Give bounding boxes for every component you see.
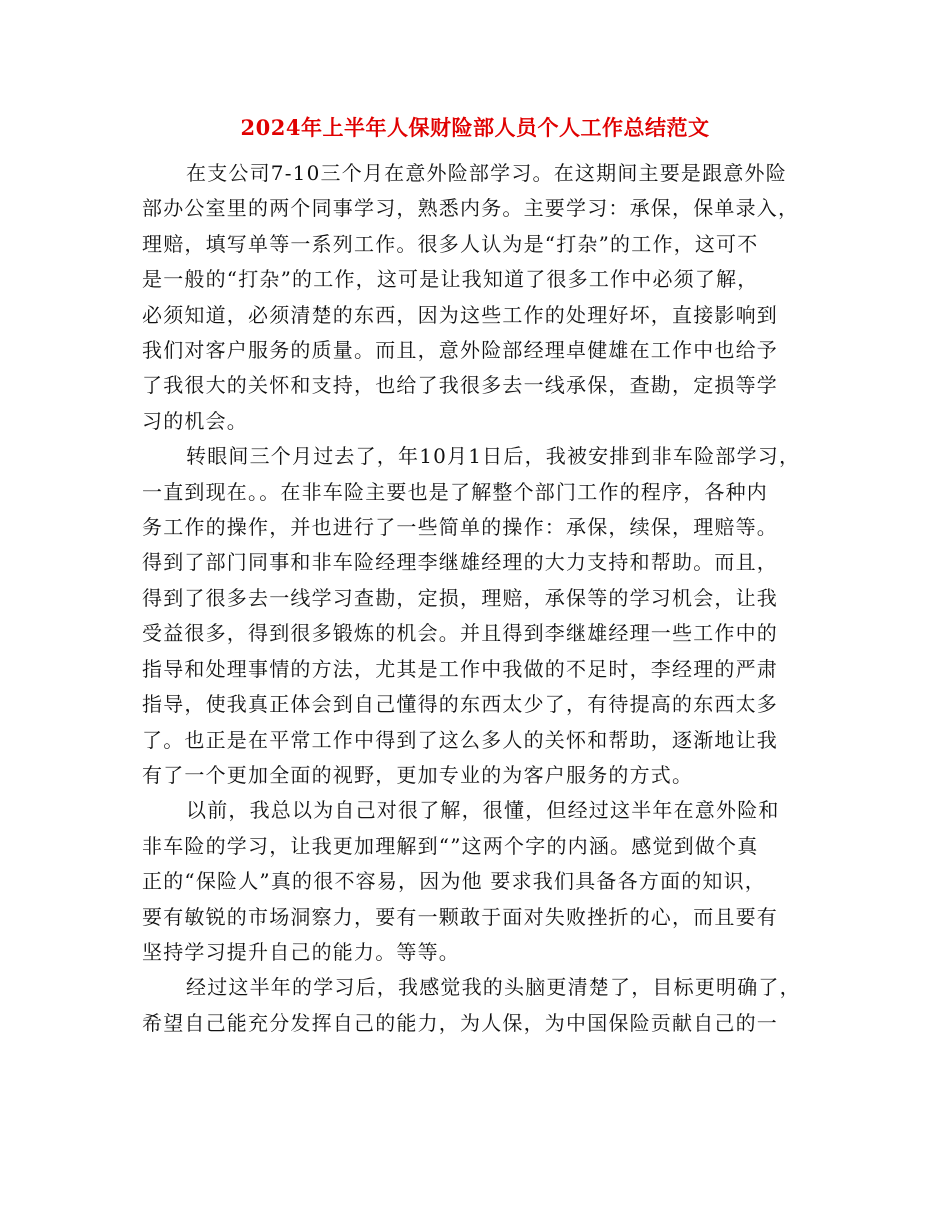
text-line: 有了一个更加全面的视野，更加专业的为客户服务的方式。 — [142, 762, 694, 787]
text-line: 坚持学习提升自己的能力。等等。 — [142, 939, 460, 964]
text-line: 得到了部门同事和非车险经理李继雄经理的大力支持和帮助。而且， — [142, 550, 778, 575]
text-line: 必须知道，必须清楚的东西，因为这些工作的处理好坏，直接影响到 — [142, 302, 778, 327]
paragraph-3 — [142, 793, 817, 970]
text-line: 是一般的“打杂”的工作，这可是让我知道了很多工作中必须了解， — [142, 267, 759, 292]
text-line: 了。也正是在平常工作中得到了这么多人的关怀和帮助，逐渐地让我 — [142, 727, 778, 752]
text-line: 理赔，填写单等一系列工作。很多人认为是“打杂”的工作，这可不 — [142, 231, 759, 256]
text-line: 非车险的学习，让我更加理解到“”这两个字的内涵。感觉到做个真 — [142, 833, 759, 858]
text-line: 一直到现在。。在非车险主要也是了解整个部门工作的程序，各种内 — [142, 479, 768, 504]
paragraph-2 — [142, 439, 817, 793]
text-line: 正的“保险人”真的很不容易，因为他 要求我们具备各方面的知识， — [142, 869, 767, 894]
paragraph-4 — [142, 970, 817, 1041]
document-title: 2024年上半年人保财险部人员个人工作总结范文 — [240, 115, 710, 140]
text-line: 转眼间三个月过去了，年10月1日后，我被安排到非车险部学习， — [186, 444, 801, 469]
text-line: 受益很多，得到很多锻炼的机会。并且得到李继雄经理一些工作中的 — [142, 621, 778, 646]
text-line: 以前，我总以为自己对很了解，很懂，但经过这半年在意外险和 — [186, 798, 780, 823]
text-line: 了我很大的关怀和支持，也给了我很多去一线承保，查勘，定损等学 — [142, 373, 778, 398]
text-line: 习的机会。 — [142, 408, 248, 433]
text-line: 经过这半年的学习后，我感觉我的头脑更清楚了，目标更明确了， — [186, 975, 801, 1000]
document-body — [142, 156, 817, 1041]
text-line: 在支公司7-10三个月在意外险部学习。在这期间主要是跟意外险 — [186, 161, 787, 185]
text-line: 指导和处理事情的方法，尤其是工作中我做的不足时，李经理的严肃 — [142, 656, 778, 681]
text-line: 部办公室里的两个同事学习，熟悉内务。主要学习：承保，保单录入， — [142, 196, 800, 221]
text-line: 指导，使我真正体会到自己懂得的东西太少了，有待提高的东西太多 — [142, 692, 778, 717]
text-line: 务工作的操作，并也进行了一些简单的操作：承保，续保，理赔等。 — [142, 515, 778, 540]
text-line: 我们对客户服务的质量。而且，意外险部经理卓健雄在工作中也给予 — [142, 338, 778, 363]
text-line: 希望自己能充分发挥自己的能力，为人保，为中国保险贡献自己的一 — [142, 1010, 778, 1035]
text-line: 得到了很多去一线学习查勘，定损，理赔，承保等的学习机会，让我 — [142, 585, 778, 610]
text-line: 要有敏锐的市场洞察力，要有一颗敢于面对失败挫折的心，而且要有 — [142, 904, 778, 929]
paragraph-1 — [142, 156, 817, 439]
